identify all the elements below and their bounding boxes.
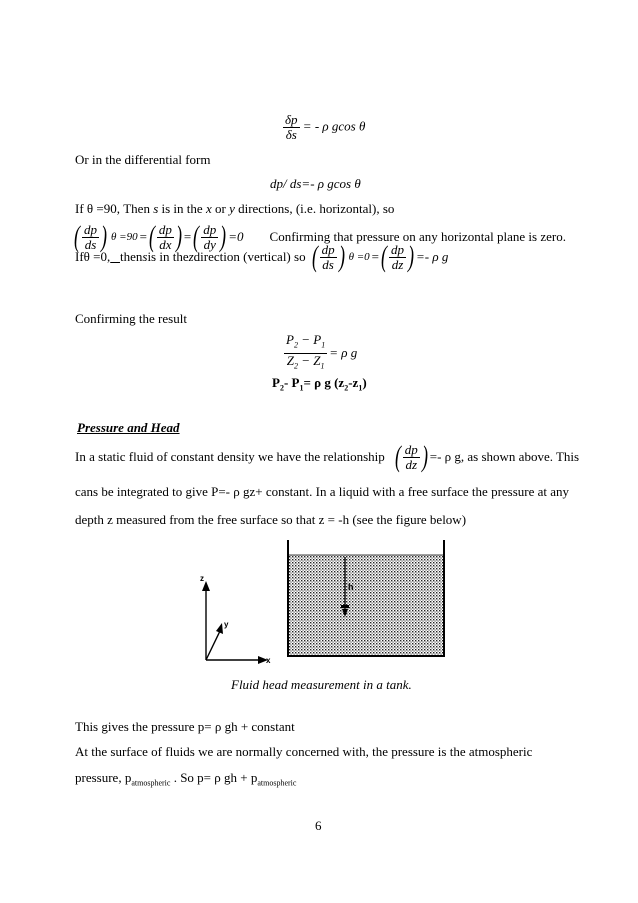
equation-horizontal: ( $\frac{dp}{ds}$ ) θ =90 = ( $\frac{dp}{dx}$ ) = ( $\frac{dp}{dy}$ ) =0 Confirming that pressure on any horizontal plane is zero. bbox=[74, 220, 566, 253]
axis-x-label: x bbox=[266, 656, 271, 665]
fraction: $\frac{\delta p}{\delta s}$ bbox=[285, 112, 298, 142]
text-confirming-result: Confirming the result bbox=[75, 311, 187, 326]
paragraph-atmospheric: At the surface of fluids we are normally concerned with, the pressure is the atmospheric bbox=[75, 744, 533, 759]
paragraph-pressure-constant: This gives the pressure p= ρ gh + constant bbox=[75, 719, 295, 734]
tank-icon bbox=[287, 540, 445, 657]
paragraph-depth: depth z measured from the free surface so that z = -h (see the figure below) bbox=[75, 512, 467, 527]
equation-differential: dp/ ds=- ρ gcos θ bbox=[270, 176, 361, 191]
figure-tank-head bbox=[190, 535, 460, 675]
axis-z-label: z bbox=[200, 574, 204, 583]
page-number: 6 bbox=[315, 818, 322, 833]
axes-icon bbox=[202, 581, 268, 664]
equation-pressure-difference: $\frac{P_2 - P_1}{Z_2 - Z_1}$ = ρ g bbox=[286, 332, 358, 371]
head-h-label: h bbox=[348, 582, 354, 592]
axis-y-label: y bbox=[224, 620, 229, 629]
equation-dp-ds-cos: $\frac{\delta p}{\delta s}$ = - ρ gcos θ bbox=[285, 112, 366, 142]
paragraph-integrated: cans be integrated to give P=- ρ gz+ constant. In a liquid with a free surface the pressure at any bbox=[75, 484, 570, 499]
paragraph-static-fluid: In a static fluid of constant density we have the relationship ( $\frac{dp}{dz}$ ) =- ρ g, as shown above. This bbox=[75, 440, 580, 473]
text-if-theta-90: If θ =90, Then s is in the x or y directions, (i.e. horizontal), so bbox=[75, 201, 395, 216]
text-if-theta-0: If θ =0, then s is in the z direction (vertical) so ( $\frac{dp}{ds}$ ) θ =0 = ( $\frac{dp}{dz}$ ) =- ρ g bbox=[75, 240, 449, 273]
section-heading: Pressure and Head bbox=[77, 420, 180, 435]
figure-caption: Fluid head measurement in a tank. bbox=[231, 677, 412, 692]
equation-bold-result: $P_2-$ $P_1= \rho$ g $(z_2-z_1)$ bbox=[272, 375, 367, 393]
paragraph-atmospheric-eq: pressure, $p_{atmospheric}$ . So p= ρ gh + $p_{atmospheric}$ bbox=[75, 770, 297, 788]
text-differential-form: Or in the differential form bbox=[75, 152, 211, 167]
